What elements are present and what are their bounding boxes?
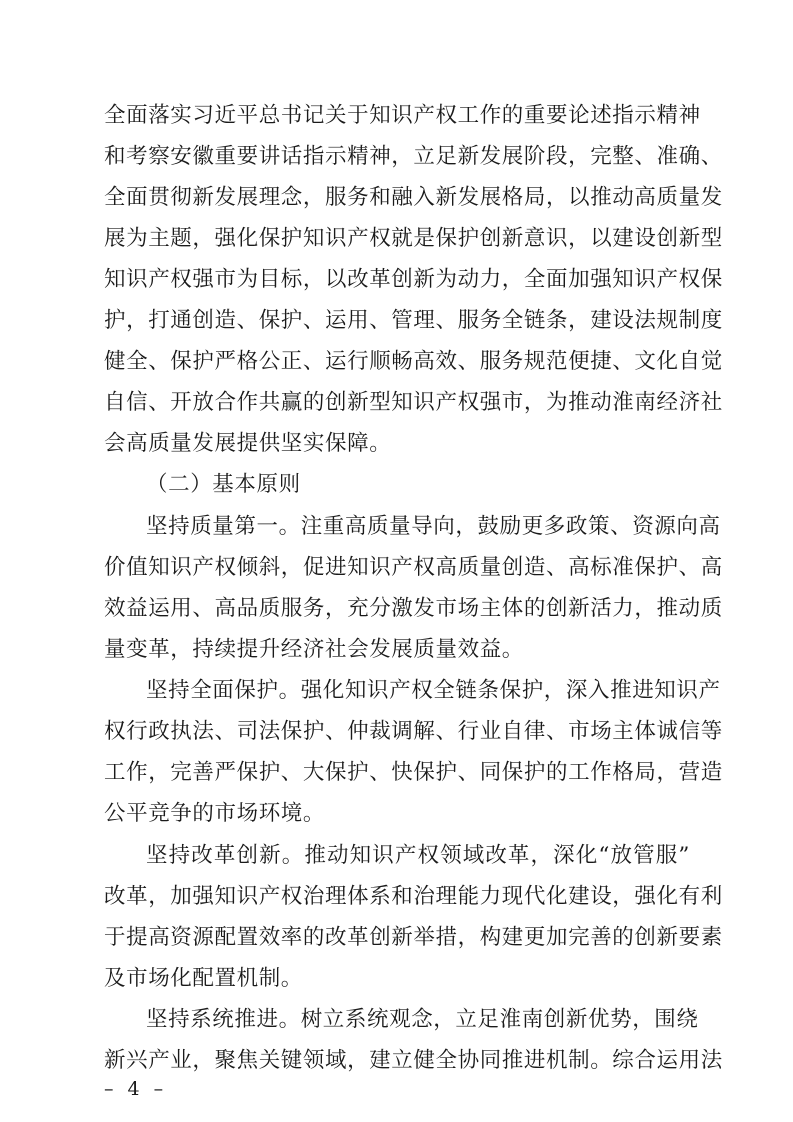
- text-line: 展为主题，强化保护知识产权就是保护创新意识，以建设创新型: [104, 226, 723, 251]
- text-line: 坚持系统推进。树立系统观念，立足淮南创新优势，围绕: [146, 1007, 699, 1032]
- text-line: 坚持全面保护。强化知识产权全链条保护，深入推进知识产: [146, 678, 721, 703]
- text-line: 健全、保护严格公正、运行顺畅高效、服务规范便捷、文化自觉: [104, 349, 723, 374]
- text-line: 改革，加强知识产权治理体系和治理能力现代化建设，强化有利: [104, 884, 723, 909]
- page-number: – 4 –: [104, 1078, 168, 1100]
- text-line: 于提高资源配置效率的改革创新举措，构建更加完善的创新要素: [104, 925, 723, 950]
- text-line: 知识产权强市为目标，以改革创新为动力，全面加强知识产权保: [104, 267, 723, 292]
- text-line: 会高质量发展提供坚实保障。: [104, 431, 392, 456]
- text-line: 全面贯彻新发展理念，服务和融入新发展格局，以推动高质量发: [104, 185, 723, 210]
- text-line: 全面落实习近平总书记关于知识产权工作的重要论述指示精神: [104, 103, 701, 128]
- text-line: 新兴产业，聚焦关键领域，建立健全协同推进机制。综合运用法: [104, 1048, 723, 1073]
- text-line: 自信、开放合作共赢的创新型知识产权强市，为推动淮南经济社: [104, 390, 723, 415]
- text-line: 护，打通创造、保护、运用、管理、服务全链条，建设法规制度: [104, 308, 723, 333]
- text-line: 坚持改革创新。推动知识产权领域改革，深化“放管服”: [146, 843, 690, 868]
- text-line: 及市场化配置机制。: [104, 966, 303, 991]
- text-line: 坚持质量第一。注重高质量导向，鼓励更多政策、资源向高: [146, 514, 721, 539]
- text-line: 权行政执法、司法保护、仲裁调解、行业自律、市场主体诚信等: [104, 719, 723, 744]
- text-line: 量变革，持续提升经济社会发展质量效益。: [104, 637, 524, 662]
- text-line: 效益运用、高品质服务，充分激发市场主体的创新活力，推动质: [104, 596, 723, 621]
- text-line: 工作，完善严保护、大保护、快保护、同保护的工作格局，营造: [104, 760, 723, 785]
- text-line: 公平竞争的市场环境。: [104, 801, 326, 826]
- text-line: 价值知识产权倾斜，促进知识产权高质量创造、高标准保护、高: [104, 555, 723, 580]
- section-heading: （二）基本原则: [146, 472, 301, 497]
- text-line: 和考察安徽重要讲话指示精神，立足新发展阶段，完整、准确、: [104, 144, 723, 169]
